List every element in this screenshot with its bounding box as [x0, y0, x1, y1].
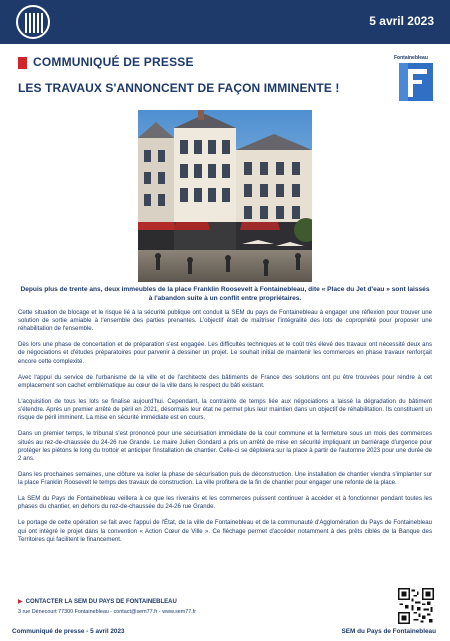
header-date: 5 avril 2023	[369, 14, 434, 28]
paragraph: Le portage de cette opération se fait avec l'appui de l'État, de la ville de Fontainebleau et de la communauté d'Agglomération du Pays de Fontainebleau qui ont intégré le projet dans la convention « Action Cœur de Ville ». Ce fléchage permet d'accéder notamment à des prêts ciblés de la Banque des Territoires qui facilitent le financement.	[18, 519, 432, 543]
paragraph: Dès lors une phase de concertation et de préparation s'est engagée. Les difficultés techniques et le coût très élevé des travaux ont nécessité deux ans de négociations et d'études préparatoires pour parvenir à dessiner un projet. Le souhait initial de maintenir les commerces en phase travaux renforçait encore cette complexité.	[18, 341, 432, 365]
footer-left: Communiqué de presse - 5 avril 2023	[12, 628, 125, 635]
contact-details[interactable]: 3 rue Dénecourt 77300 Fontainebleau - contact@sem77.fr - www.sem77.fr	[18, 609, 197, 615]
footer-right: SEM du Pays de Fontainebleau	[341, 628, 436, 635]
paragraph: Dans les prochaines semaines, une clôture va isoler la phase de sécurisation puis de déconstruction. Une installation de chantier viendra s'implanter sur la place Franklin Roosevelt le temps des travaux de construction. La ville profitera de la fin de chantier pour engager une refonte de la place.	[18, 470, 432, 486]
arrow-right-icon: ▶	[18, 599, 23, 605]
fontainebleau-logo-text: Fontainebleau	[394, 55, 428, 61]
contact-title	[18, 598, 338, 605]
sem-logo-icon	[16, 5, 50, 39]
article-body	[18, 309, 432, 552]
contact-title-text: CONTACTER LA SEM DU PAYS DE FONTAINEBLEAU	[25, 599, 177, 605]
paragraph: Dans un premier temps, le tribunal s'est prononcé pour une sécurisation immédiate de la cour commune et la fermeture sous un mois des commerces situés au rez-de-chaussée du 24-26 rue Grande. Le maire Julien Gondard a pris un arrêté de mise en sécurité impliquant un barriérage d'urgence pour protéger les piétons le long du trottoir et anticiper l'installation de chantier. Celle-ci se déploiera sur la place à partir de l'automne 2023 pour une durée de 2 ans.	[18, 430, 432, 462]
paragraph: La SEM du Pays de Fontainebleau veillera à ce que les riverains et les commerces puissent continuer à accéder et à fonctionner pendant toutes les phases du chantier, en dehors du rez-de-chaussée du 24-26 rue Grande.	[18, 495, 432, 511]
intro-paragraph: Depuis plus de trente ans, deux immeubles de la place Franklin Roosevelt à Fontainebleau, dite « Place du Jet d'eau » sont laissés à l'abandon suite à un conflit entre propriétaires.	[20, 286, 430, 302]
paragraph: Cette situation de blocage et le risque lié à la sécurité publique ont conduit la SEM du pays de Fontainebleau à engager une réflexion pour trouver une solution de sortie amiable à l'ensemble des parties prenantes. L'objectif était de maîtriser l'intégralité des lots de copropriété pour proposer une réhabilitation de l'ensemble.	[18, 309, 432, 333]
paragraph: Avec l'appui du service de l'urbanisme de la ville et de l'architecte des bâtiments de France des solutions ont pu être trouvées pour rendre à cet emplacement son cachet emblématique au cœur de la ville dans le respect du bâti existant.	[18, 373, 432, 389]
section-marker	[18, 57, 27, 69]
fontainebleau-logo	[394, 55, 438, 101]
paragraph: L'acquisition de tous les lots se finalise aujourd'hui. Cependant, la contrainte de temps liée aux négociations a laissé la dégradation du bâtiment s'étendre. Après un premier arrêté de péril en 2021, désormais leur état ne permet plus leur maintien dans un objectif de réhabilitation. Ils constituent un risque de péril imminent. La mise en sécurité immédiate est en cours.	[18, 398, 432, 422]
page-headline: LES TRAVAUX S'ANNONCENT DE FAÇON IMMINENTE !	[18, 81, 340, 95]
fontainebleau-f-icon	[399, 63, 433, 101]
contact-block	[18, 598, 338, 615]
press-release-label: COMMUNIQUÉ DE PRESSE	[33, 55, 194, 69]
top-banner	[0, 0, 450, 44]
building-photo	[138, 110, 312, 282]
qr-code-icon[interactable]	[398, 588, 434, 624]
